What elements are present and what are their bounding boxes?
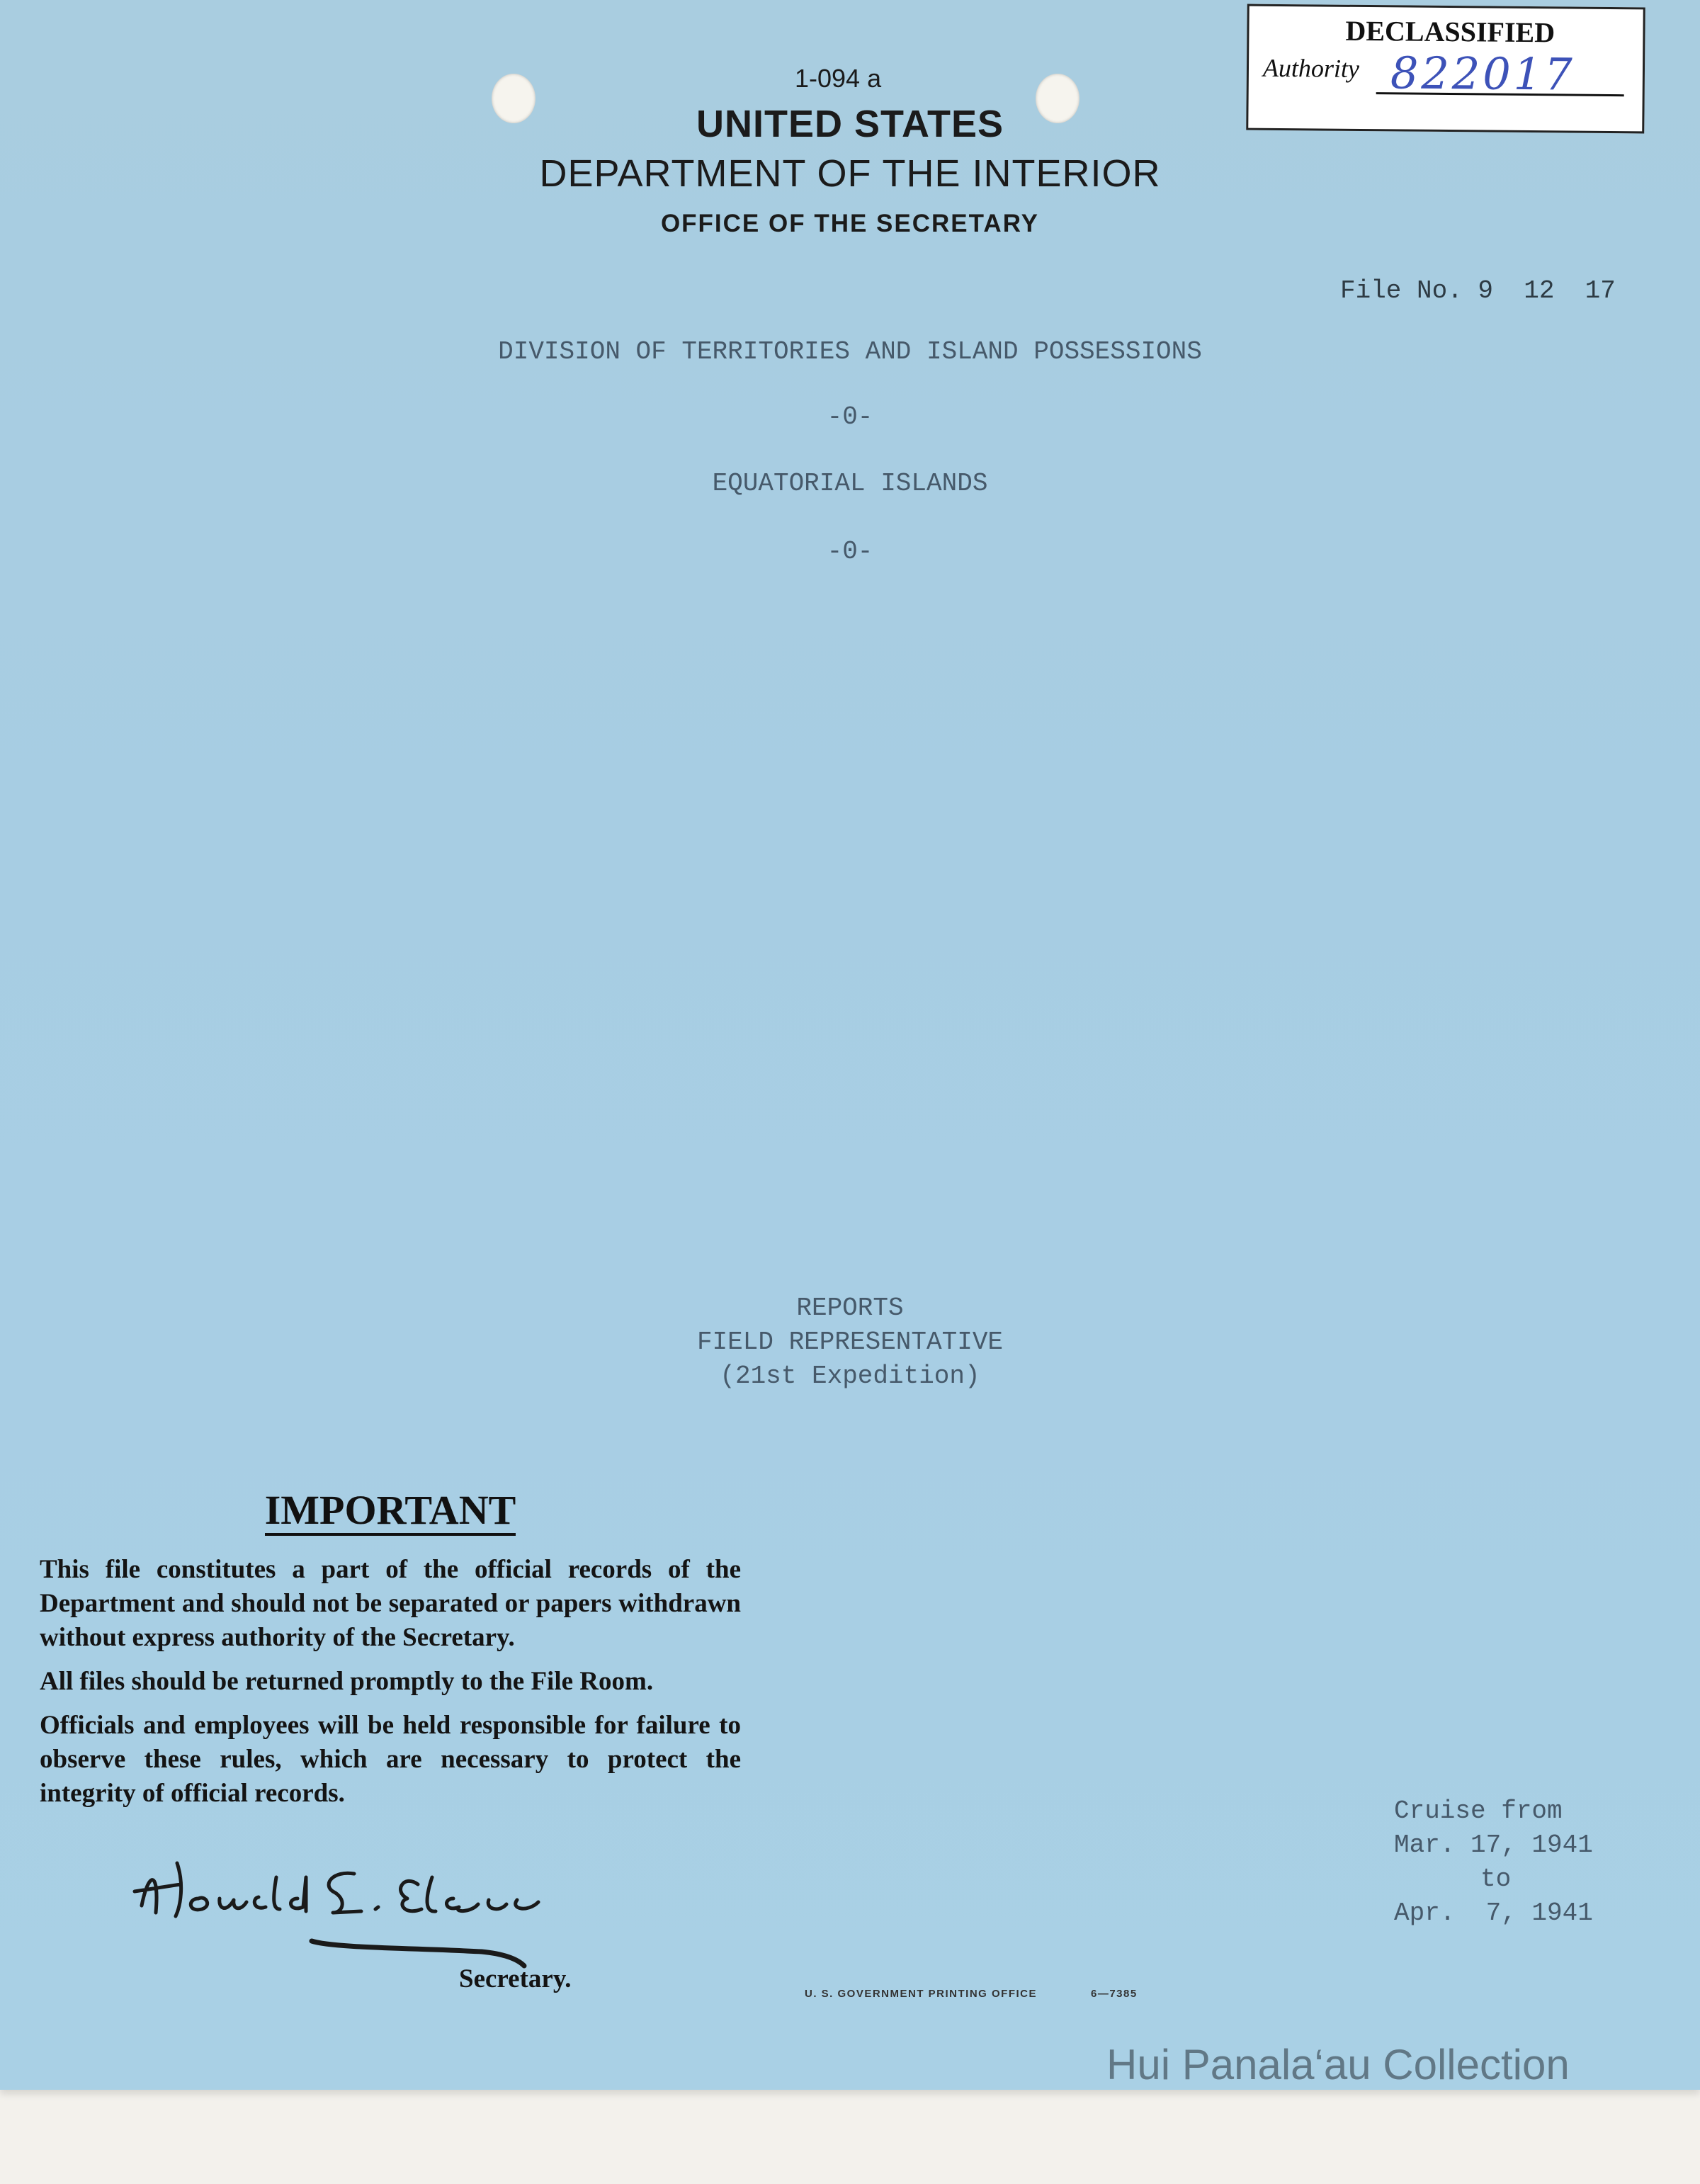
stamp-title: DECLASSIFIED bbox=[1345, 14, 1556, 49]
separator-2: -0- bbox=[827, 537, 873, 566]
report-line2: FIELD REPRESENTATIVE bbox=[696, 1328, 1004, 1357]
cruise-line4: Apr. 7, 1941 bbox=[1394, 1899, 1593, 1928]
letterhead-line1: UNITED STATES bbox=[696, 103, 1004, 145]
letterhead-line3: OFFICE OF THE SECRETARY bbox=[660, 210, 1040, 237]
report-line1: REPORTS bbox=[796, 1294, 904, 1323]
cruise-line2: Mar. 17, 1941 bbox=[1394, 1831, 1593, 1860]
cruise-line1: Cruise from bbox=[1394, 1797, 1563, 1826]
signer-title: Secretary. bbox=[459, 1964, 572, 1993]
important-title: IMPORTANT bbox=[265, 1487, 516, 1536]
printer-office: U. S. GOVERNMENT PRINTING OFFICE bbox=[805, 1988, 1038, 2000]
file-number: File No. 9 12 17 bbox=[1340, 276, 1616, 305]
secretary-signature bbox=[120, 1842, 673, 1969]
important-paragraph-3: Officials and employees will be held responsible for failure to observe these rules, which are necessary to protect the integrity of official records. bbox=[40, 1711, 741, 1808]
stamp-authority-label: Authority bbox=[1262, 53, 1360, 83]
division-heading: DIVISION OF TERRITORIES AND ISLAND POSSESSIONS bbox=[498, 337, 1202, 366]
important-paragraph-1: This file constitutes a part of the official records of the Department and should not be separated or papers withdrawn without express authority of the Secretary. bbox=[40, 1555, 741, 1652]
subject-heading: EQUATORIAL ISLANDS bbox=[712, 469, 988, 498]
separator-1: -0- bbox=[827, 402, 873, 431]
form-number: 1-094 a bbox=[795, 64, 882, 93]
declassified-stamp bbox=[1246, 4, 1645, 134]
report-line3: (21st Expedition) bbox=[720, 1362, 980, 1391]
important-notice bbox=[40, 1488, 741, 1821]
printer-code: 6—7385 bbox=[1091, 1988, 1138, 2000]
letterhead-line2: DEPARTMENT OF THE INTERIOR bbox=[539, 152, 1161, 195]
stamp-authority-number: 822017 bbox=[1390, 47, 1575, 101]
cruise-line3: to bbox=[1480, 1865, 1512, 1894]
important-paragraph-2: All files should be returned promptly to the File Room. bbox=[40, 1667, 654, 1696]
collection-watermark: Hui Panala‘au Collection bbox=[1106, 2041, 1570, 2088]
